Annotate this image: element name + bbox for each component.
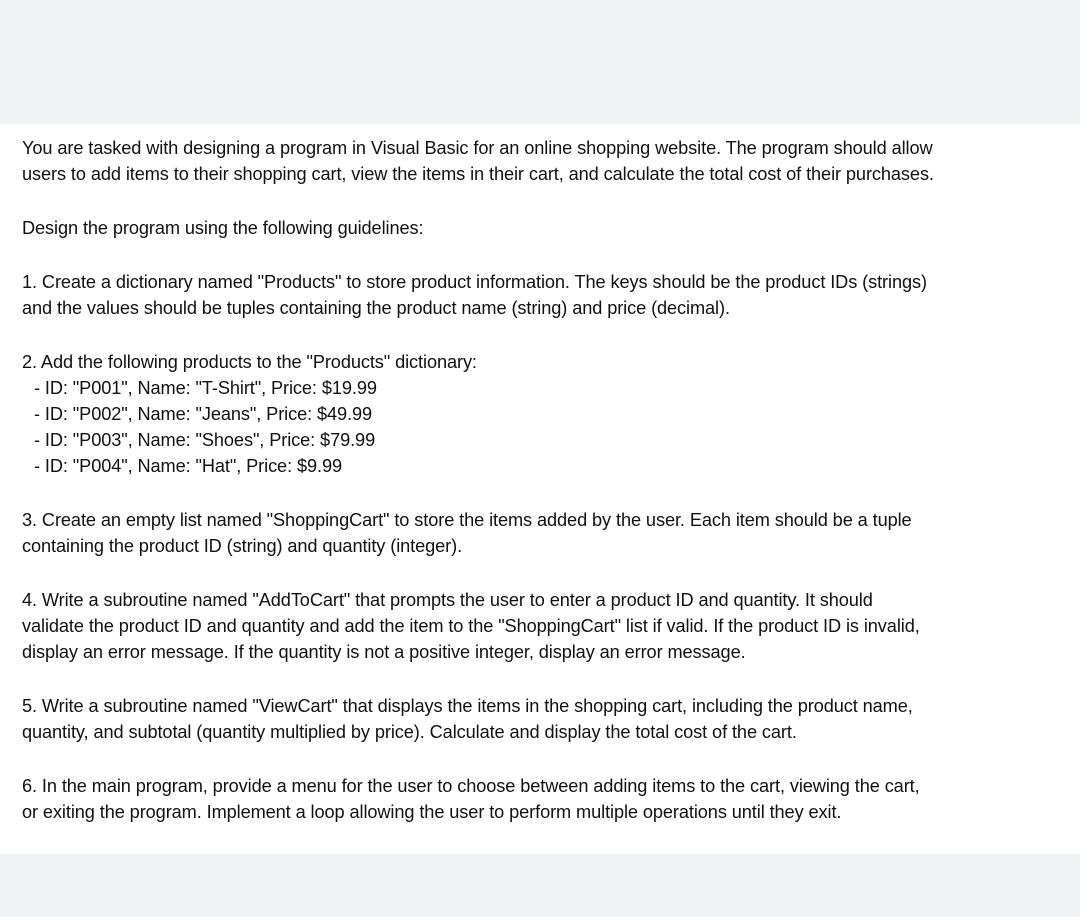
step-6 [22,773,1062,825]
text-line: 1. Create a dictionary named "Products" to store product information. The keys should be the product IDs (strings) [22,272,927,292]
text-line: 5. Write a subroutine named "ViewCart" that displays the items in the shopping cart, including the product name, [22,696,913,716]
step-2-heading: 2. Add the following products to the "Products" dictionary: [22,352,477,372]
product-list [22,375,1062,479]
text-line: validate the product ID and quantity and add the item to the "ShoppingCart" list if valid. If the product ID is invalid, [22,616,920,636]
step-5 [22,693,1062,745]
step-3 [22,507,1062,559]
text-line: display an error message. If the quantity is not a positive integer, display an error message. [22,642,746,662]
top-margin-band [0,0,1080,124]
text-line: and the values should be tuples containing the product name (string) and price (decimal). [22,298,730,318]
product-item: - ID: "P002", Name: "Jeans", Price: $49.99 [34,404,373,424]
product-item: - ID: "P004", Name: "Hat", Price: $9.99 [34,456,342,476]
guidelines-heading [22,215,1062,241]
text-line: You are tasked with designing a program in Visual Basic for an online shopping website. The program should allow [22,138,933,158]
document-content [22,135,1062,853]
document-page [0,124,1080,854]
product-item: - ID: "P003", Name: "Shoes", Price: $79.99 [34,430,376,450]
text-line: containing the product ID (string) and quantity (integer). [22,536,463,556]
step-2 [22,349,1062,479]
text-line: 4. Write a subroutine named "AddToCart" that prompts the user to enter a product ID and quantity. It should [22,590,873,610]
intro-paragraph [22,135,1062,187]
text-line: 6. In the main program, provide a menu for the user to choose between adding items to the cart, viewing the cart, [22,776,920,796]
bottom-margin-band [0,854,1080,917]
text-line: or exiting the program. Implement a loop allowing the user to perform multiple operations until they exit. [22,802,842,822]
text-line: users to add items to their shopping cart, view the items in their cart, and calculate the total cost of their purchases. [22,164,934,184]
step-1 [22,269,1062,321]
text-line: quantity, and subtotal (quantity multiplied by price). Calculate and display the total cost of the cart. [22,722,797,742]
product-item: - ID: "P001", Name: "T-Shirt", Price: $19.99 [34,378,377,398]
text-line: 3. Create an empty list named "ShoppingCart" to store the items added by the user. Each item should be a tuple [22,510,912,530]
text-line: Design the program using the following guidelines: [22,218,424,238]
step-4 [22,587,1062,665]
